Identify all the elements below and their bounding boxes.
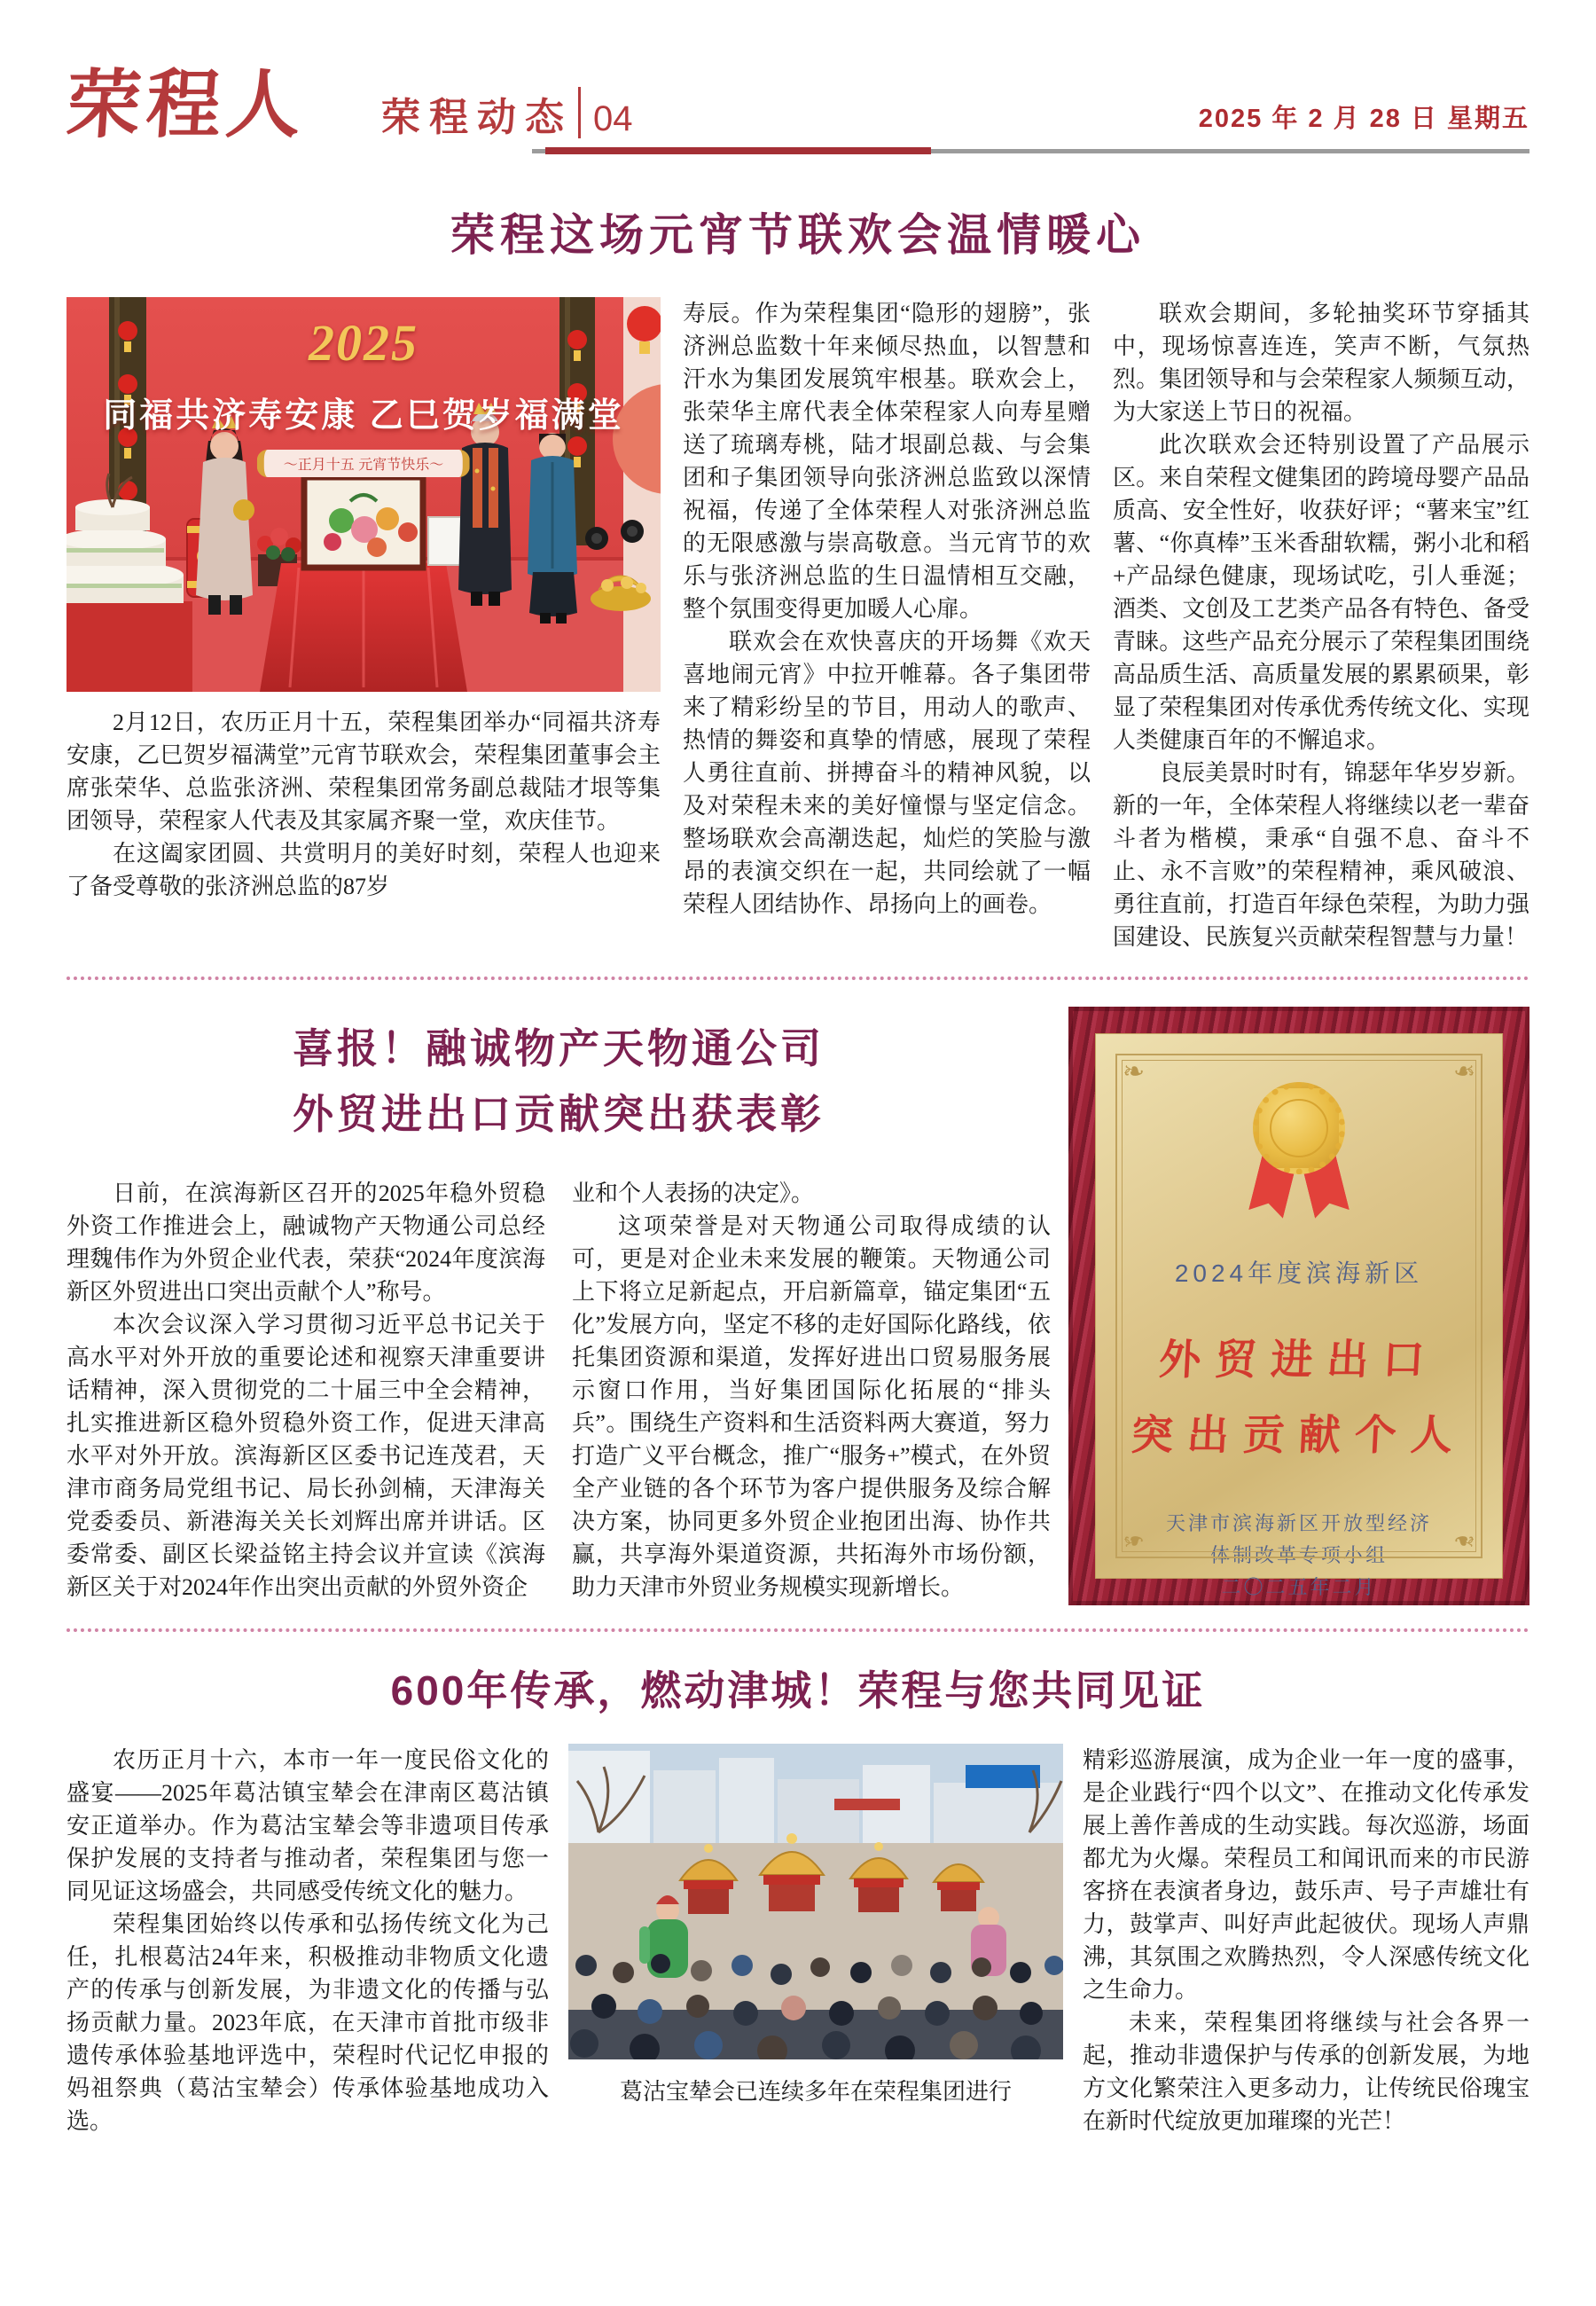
plaque-corner-ornament-icon: ❧ bbox=[1123, 1526, 1146, 1555]
article1-columns bbox=[66, 297, 1530, 953]
plaque-award-line1: 外贸进出口 bbox=[1157, 1337, 1440, 1384]
article1-column-3 bbox=[1113, 297, 1530, 953]
article3-photo-block bbox=[568, 1744, 1063, 2137]
article2-title-line2: 外贸进出口贡献突出获表彰 bbox=[293, 1091, 825, 1137]
article1-paragraph: 此次联欢会还特别设置了产品展示区。来自荣程文健集团的跨境母婴产品品质高、安全性好，收获好评；“薯来宝”红薯、“你真棒”玉米香甜软糯，粥小北和稻+产品绿色健康，现场试吃，引人垂涎；酒类、文创及工艺类产品各有特色、备受青睐。这些产品充分展示了荣程集团围绕高品质生活、高质量发展的累累硕果，彰显了荣程集团对传承优秀传统文化、实现人类健康百年的不懈追求。 bbox=[1113, 432, 1530, 753]
section-title: 荣程动态 bbox=[381, 96, 574, 139]
article3-paragraph: 农历正月十六，本市一年一度民俗文化的盛宴——2025年葛沽镇宝辇会在津南区葛沽镇安正道举办。作为葛沽宝辇会等非遗项目传承保护发展的支持者与推动者，荣程集团与您一同见证这场盛会，共同感受传统文化的魅力。 bbox=[66, 1747, 549, 1904]
plaque-heading: 2024年度滨海新区 bbox=[1174, 1259, 1424, 1287]
gala-banquet-photo bbox=[66, 297, 661, 692]
article3-paragraph: 荣程集团始终以传承和弘扬传统文化为己任，扎根葛沽24年来，积极推动非物质文化遗产的传承与创新发展，为非遗文化的传播与弘扬贡献力量。2023年底，在天津市首批市级非遗传承体验基地评选中，荣程时代记忆申报的妈祖祭典（葛沽宝辇会）传承体验基地成功入选。 bbox=[66, 1911, 549, 2134]
article2-paragraph: 这项荣誉是对天物通公司取得成绩的认可，更是对企业未来发展的鞭策。天物通公司上下将立足新起点，开启新篇章，锚定集团“五化”发展方向，坚定不移的走好国际化路线，依托集团资源和渠道，发挥好进出口贸易服务展示窗口作用，当好集团国际化拓展的“排头兵”。围绕生产资料和生活资料两大赛道，努力打造广义平台概念，推广“服务+”模式，在外贸全产业链的各个环节为客户提供服务及综合解决方案，协同更多外贸企业抱团出海、协作共赢，共享海外渠道资源，共拓海外市场份额，助力天津市外贸业务规模实现新增长。 bbox=[572, 1213, 1051, 1600]
glass-display-case bbox=[304, 461, 423, 568]
article2-columns bbox=[66, 1177, 1051, 1604]
article3-column-1 bbox=[66, 1744, 549, 2137]
medal-icon bbox=[1232, 1077, 1365, 1219]
article3-paragraph: 精彩巡游展演，成为企业一年一度的盛事，是企业践行“四个以文”、在推动文化传承发展上善作善成的生动实践。每次巡游，场面都尤为火爆。荣程员工和闻讯而来的市民游客挤在表演者身边，鼓乐声、号子声雄壮有力，鼓掌声、叫好声此起彼伏。现场人声鼎沸，其氛围之欢腾热烈，令人深感传统文化之生命力。 bbox=[1082, 1747, 1530, 2003]
plaque-corner-ornament-icon: ❧ bbox=[1123, 1057, 1146, 1086]
article2 bbox=[66, 1007, 1530, 1605]
photo-caption: 葛沽宝辇会已连续多年在荣程集团进行 bbox=[619, 2079, 1012, 2105]
plaque-corner-ornament-icon: ❧ bbox=[1452, 1526, 1475, 1555]
plaque-gold-face bbox=[1095, 1033, 1503, 1598]
article1-paragraph: 寿辰。作为荣程集团“隐形的翅膀”，张济洲总监数十年来倾尽热血，以智慧和汗水为集团发展筑牢根基。联欢会上，张荣华主席代表全体荣程家人向寿星赠送了琉璃寿桃，陆才垠副总裁、与会集团和子集团领导向张济洲总监致以深情祝福，传递了全体荣程人对张济洲总监的无限感激与崇高敬意。当元宵节的欢乐与张济洲总监的生日温情相互交融，整个氛围变得更加暖人心扉。 bbox=[683, 301, 1091, 622]
article1-paragraph: 联欢会期间，多轮抽奖环节穿插其中，现场惊喜连连，笑声不断，气氛热烈。集团领导和与会荣程家人频频互动，为大家送上节日的祝福。 bbox=[1113, 301, 1530, 425]
article2-title-line1: 喜报！融诚物产天物通公司 bbox=[293, 1025, 825, 1071]
issue-date: 2025 年 2 月 28 日 星期五 bbox=[1198, 105, 1530, 133]
parade-photo-illustration bbox=[568, 1744, 1063, 2059]
article3-column-3 bbox=[1083, 1744, 1530, 2137]
plaque-corner-ornament-icon: ❧ bbox=[1452, 1057, 1475, 1086]
article2-paragraph: 日前，在滨海新区召开的2025年稳外贸稳外资工作推进会上，融诚物产天物通公司总经理魏伟作为外贸企业代表，荣获“2024年度滨海新区外贸进出口突出贡献个人”称号。 bbox=[66, 1180, 545, 1305]
article1-column-2 bbox=[683, 297, 1091, 953]
medal-coin bbox=[1253, 1082, 1345, 1174]
section-separator bbox=[66, 1628, 1530, 1632]
section-title-wrap bbox=[381, 87, 633, 144]
article2-column-2 bbox=[572, 1177, 1051, 1604]
gift-table bbox=[260, 563, 467, 692]
person-right-woman bbox=[528, 433, 577, 624]
page-number: 04 bbox=[593, 99, 633, 138]
article1-column-1 bbox=[66, 297, 661, 953]
masthead-rule bbox=[532, 149, 1530, 153]
article1-paragraph: 良辰美景时时有，锦瑟年华岁岁新。新的一年，全体荣程人将继续以老一辈奋斗者为楷模，秉承“自强不息、奋斗不止、永不言败”的荣程精神，乘风破浪、勇往直前，打造百年绿色荣程，为助力强国建设、民族复兴贡献荣程智慧与力量！ bbox=[1113, 760, 1530, 950]
article1-paragraph: 2月12日，农历正月十五，荣程集团举办“同福共济寿安康，乙巳贺岁福满堂”元宵节联欢会，荣程集团董事会主席张荣华、总监张济洲、荣程集团常务副总裁陆才垠等集团领导，荣程家人代表及其家属齐聚一堂，欢庆佳节。 bbox=[66, 710, 661, 834]
plaque-issue-date: 二〇二五年二月 bbox=[1221, 1576, 1377, 1598]
parade-photo bbox=[568, 1744, 1063, 2059]
photo-year-text: 2025 bbox=[309, 314, 419, 372]
article3-columns bbox=[66, 1744, 1530, 2137]
article1-paragraph: 在这阖家团圆、共赏明月的美好时刻，荣程人也迎来了备受尊敬的张济洲总监的87岁 bbox=[66, 841, 661, 899]
article2-text-block bbox=[66, 1007, 1051, 1605]
article2-column-1 bbox=[66, 1177, 545, 1604]
plaque-award-line2: 突出贡献个人 bbox=[1130, 1413, 1468, 1459]
section-divider bbox=[578, 87, 581, 138]
article2-paragraph: 业和个人表扬的决定》。 bbox=[572, 1180, 815, 1206]
article2-title bbox=[66, 1016, 1051, 1147]
masthead-rule-accent bbox=[545, 147, 931, 154]
section-separator bbox=[66, 977, 1530, 980]
article1-paragraph: 联欢会在欢快喜庆的开场舞《欢天喜地闹元宵》中拉开帷幕。各子集团带来了精彩纷呈的节目，用动人的歌声、热情的舞姿和真挚的情感，展现了荣程人勇往直前、拼搏奋斗的精神风貌，以及对荣程未来的美好憧憬与坚定信念。整场联欢会高潮迭起，灿烂的笑脸与激昂的表演交织在一起，共同绘就了一幅荣程人团结协作、昂扬向上的画卷。 bbox=[683, 629, 1091, 917]
photo-scroll-text: ～正月十五 元宵节快乐～ bbox=[257, 450, 470, 477]
article3-paragraph: 未来，荣程集团将继续与社会各界一起，推动非遗保护与传承的创新发展，为地方文化繁荣注入更多动力，让传统民俗瑰宝在新时代绽放更加璀璨的光芒！ bbox=[1082, 2010, 1530, 2134]
newspaper-logo: 荣程人 bbox=[63, 65, 309, 147]
article2-paragraph: 本次会议深入学习贯彻习近平总书记关于高水平对外开放的重要论述和视察天津重要讲话精神，深入贯彻党的二十届三中全会精神，扎实推进新区稳外贸稳外资工作，促进天津高水平对外开放。滨海新区区委书记连茂君，天津市商务局党组书记、局长孙剑楠，天津海关党委委员、新港海关关长刘辉出席并讲话。区委常委、副区长梁益铭主持会议并宣读《滨海新区关于对2024年作出突出贡献的外贸外资企 bbox=[66, 1312, 545, 1600]
plaque-issuer-line2: 体制改革专项小组 bbox=[1209, 1544, 1388, 1566]
plaque-issuer-line1: 天津市滨海新区开放型经济 bbox=[1165, 1512, 1432, 1534]
award-plaque-photo bbox=[1068, 1007, 1530, 1605]
greeting-card bbox=[428, 517, 462, 565]
article3-title: 600年传承，燃动津城！荣程与您共同见证 bbox=[390, 1667, 1206, 1714]
article1-title: 荣程这场元宵节联欢会温情暖心 bbox=[450, 210, 1146, 260]
photo-banner-text: 同福共济寿安康 乙巳贺岁福满堂 bbox=[103, 397, 624, 435]
masthead bbox=[63, 0, 1530, 147]
